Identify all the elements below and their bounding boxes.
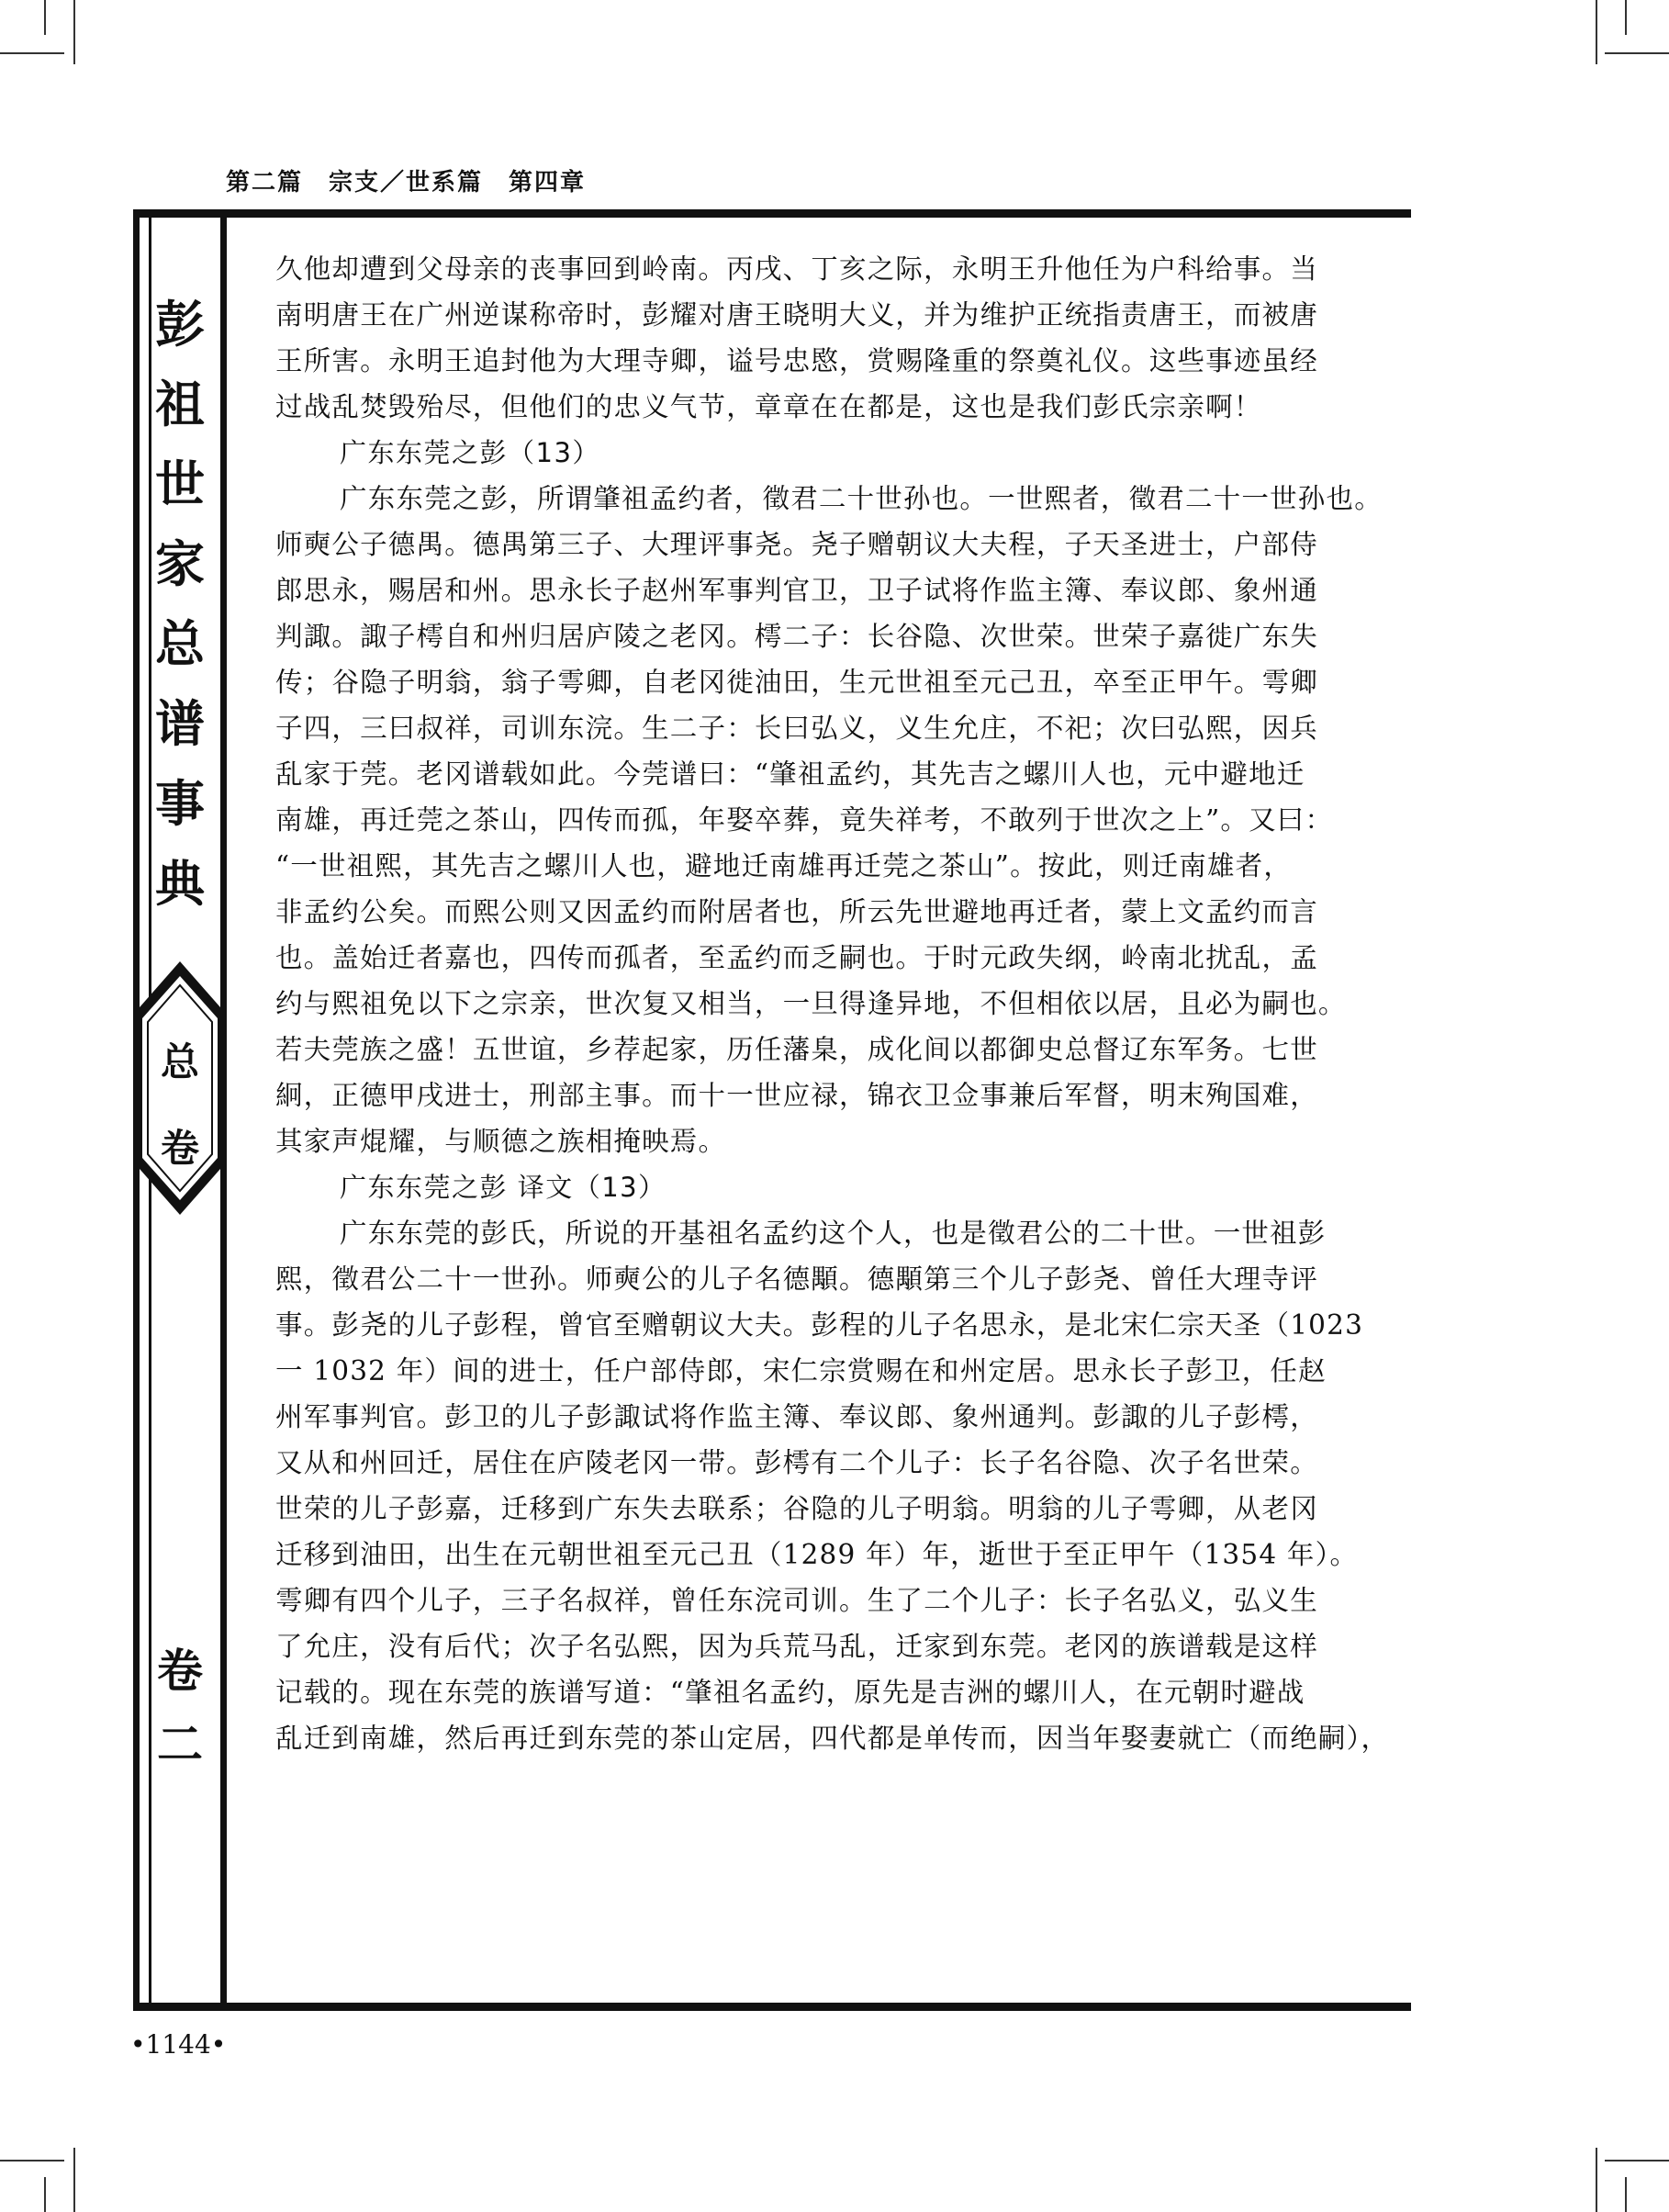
sidebar-title-char: 总 <box>155 615 205 673</box>
sidebar-volume-char: 总 <box>160 1039 199 1084</box>
sidebar-title-char: 事 <box>155 775 205 833</box>
sidebar-title-char: 家 <box>155 535 205 593</box>
sidebar-juan-label <box>140 1634 220 1781</box>
text-line: 约与熙祖免以下之宗亲，世次复又相当，一旦得逢异地，不但相依以居，且必为嗣也。 <box>275 988 1347 1019</box>
sidebar-book-title <box>140 285 220 924</box>
text-line: 传；谷隐子明翁，翁子雩卿，自老冈徙油田，生元世祖至元己丑，卒至正甲午。雩卿 <box>275 667 1318 698</box>
text-line: 广东东莞之彭，所谓肇祖孟约者，徵君二十世孙也。一世熙者，徵君二十一世孙也。 <box>340 483 1383 514</box>
text-line: 了允庄，没有后代；次子名弘熙，因为兵荒马乱，迁家到东莞。老冈的族谱载是这样 <box>275 1631 1318 1662</box>
text-line: 州军事判官。彭卫的儿子彭諏试将作监主簿、奉议郎、象州通判。彭諏的儿子彭樗， <box>275 1401 1318 1432</box>
sidebar-title-char: 祖 <box>155 376 205 433</box>
text-line: 又从和州回迁，居住在庐陵老冈一带。彭樗有二个儿子：长子名谷隐、次子名世荣。 <box>275 1447 1318 1478</box>
crop-mark <box>44 0 46 35</box>
text-line: 乱迁到南雄，然后再迁到东莞的茶山定居，四代都是单传而，因当年娶妻就亡（而绝嗣）， <box>275 1723 1390 1754</box>
bottom-rule <box>133 2003 1411 2011</box>
text-line: 广东东莞的彭氏，所说的开基祖名孟约这个人，也是徵君公的二十世。一世祖彭 <box>340 1218 1327 1249</box>
section-heading: 广东东莞之彭（13） <box>340 437 600 468</box>
crop-mark <box>0 2160 64 2161</box>
text-line: 乱家于莞。老冈谱载如此。今莞谱曰：“肇祖孟约，其先吉之螺川人也，元中避地迁 <box>275 758 1305 790</box>
sidebar-title-char: 彭 <box>155 296 205 354</box>
crop-mark <box>0 52 64 54</box>
crop-mark <box>73 2148 75 2212</box>
text-line: 过战乱焚毁殆尽，但他们的忠义气节，章章在在都是，这也是我们彭氏宗亲啊！ <box>275 391 1262 422</box>
crop-mark <box>1625 0 1627 35</box>
sidebar-volume-label <box>140 1019 220 1192</box>
running-header: 第二篇 宗支／世系篇 第四章 <box>226 169 587 196</box>
crop-mark <box>44 2177 46 2212</box>
text-line: 子四，三曰叔祥，司训东浣。生二子：长曰弘义，义生允庄，不祀；次曰弘熙，因兵 <box>275 713 1318 744</box>
text-line: 判諏。諏子樗自和州归居庐陵之老冈。樗二子：长谷隐、次世荣。世荣子嘉徙广东失 <box>275 621 1318 652</box>
sidebar-juan-char: 卷 <box>157 1645 203 1698</box>
text-line: 迁移到油田，出生在元朝世祖至元己丑（1289 年）年，逝世于至正甲午（1354 年）。 <box>275 1539 1359 1570</box>
text-line: 南雄，再迁莞之茶山，四传而孤，年娶卒葬，竟失祥考，不敢列于世次之上”。又曰： <box>275 804 1334 836</box>
text-line: 郎思永，赐居和州。思永长子赵州军事判官卫，卫子试将作监主簿、奉议郎、象州通 <box>275 575 1318 606</box>
sidebar-title-char: 世 <box>155 455 205 513</box>
sidebar-volume-char: 卷 <box>160 1126 199 1171</box>
text-line: 事。彭尧的儿子彭程，曾官至赠朝议大夫。彭程的儿子名思永，是北宋仁宗天圣（1023 <box>275 1309 1364 1341</box>
text-line: 记载的。现在东莞的族谱写道：“肇祖名孟约，原先是吉洲的螺川人，在元朝时避战 <box>275 1677 1305 1708</box>
crop-mark <box>1596 2148 1597 2212</box>
sidebar-juan-char: 二 <box>157 1718 203 1771</box>
text-line: 絅，正德甲戌进士，刑部主事。而十一世应禄，锦衣卫佥事兼后军督，明末殉国难， <box>275 1080 1318 1111</box>
crop-mark <box>1605 52 1669 54</box>
text-line: 若夫莞族之盛！五世谊，乡荐起家，历任藩臬，成化间以都御史总督辽东军务。七世 <box>275 1034 1318 1065</box>
text-line: 王所害。永明王追封他为大理寺卿，谥号忠愍，赏赐隆重的祭奠礼仪。这些事迹虽经 <box>275 345 1318 376</box>
section-heading: 广东东莞之彭 译文（13） <box>340 1172 666 1203</box>
crop-mark <box>1625 2177 1627 2212</box>
text-line: “一世祖熙，其先吉之螺川人也，避地迁南雄再迁莞之茶山”。按此，则迁南雄者， <box>275 850 1293 881</box>
text-line: 也。盖始迁者嘉也，四传而孤者，至孟约而乏嗣也。于时元政失纲，岭南北扰乱，孟 <box>275 942 1318 973</box>
crop-mark <box>1605 2160 1669 2161</box>
body-text <box>275 246 1417 1761</box>
text-line: 一 1032 年）间的进士，任户部侍郎，宋仁宗赏赐在和州定居。思永长子彭卫，任赵 <box>275 1355 1327 1387</box>
sidebar-title-char: 典 <box>155 855 205 913</box>
page-number: •1144• <box>130 2029 227 2060</box>
crop-mark <box>73 0 75 64</box>
text-line: 其家声焜耀，与顺德之族相掩映焉。 <box>275 1126 727 1157</box>
crop-mark <box>1596 0 1597 64</box>
text-line: 世荣的儿子彭嘉，迁移到广东失去联系；谷隐的儿子明翁。明翁的儿子雩卿，从老冈 <box>275 1493 1318 1524</box>
top-rule <box>133 209 1411 218</box>
text-line: 久他却遭到父母亲的丧事回到岭南。丙戌、丁亥之际，永明王升他任为户科给事。当 <box>275 253 1318 285</box>
text-line: 非孟约公矣。而熙公则又因孟约而附居者也，所云先世避地再迁者，蒙上文孟约而言 <box>275 896 1318 927</box>
text-line: 雩卿有四个儿子，三子名叔祥，曾任东浣司训。生了二个儿子：长子名弘义，弘义生 <box>275 1585 1318 1616</box>
text-line: 南明唐王在广州逆谋称帝时，彭耀对唐王晓明大义，并为维护正统指责唐王，而被唐 <box>275 299 1318 331</box>
sidebar-title-char: 谱 <box>155 695 205 753</box>
text-line: 师奭公子德禺。德禺第三子、大理评事尧。尧子赠朝议大夫程，子天圣进士，户部侍 <box>275 529 1318 560</box>
text-line: 熙，徵君公二十一世孙。师奭公的儿子名德顒。德顒第三个儿子彭尧、曾任大理寺评 <box>275 1263 1318 1295</box>
